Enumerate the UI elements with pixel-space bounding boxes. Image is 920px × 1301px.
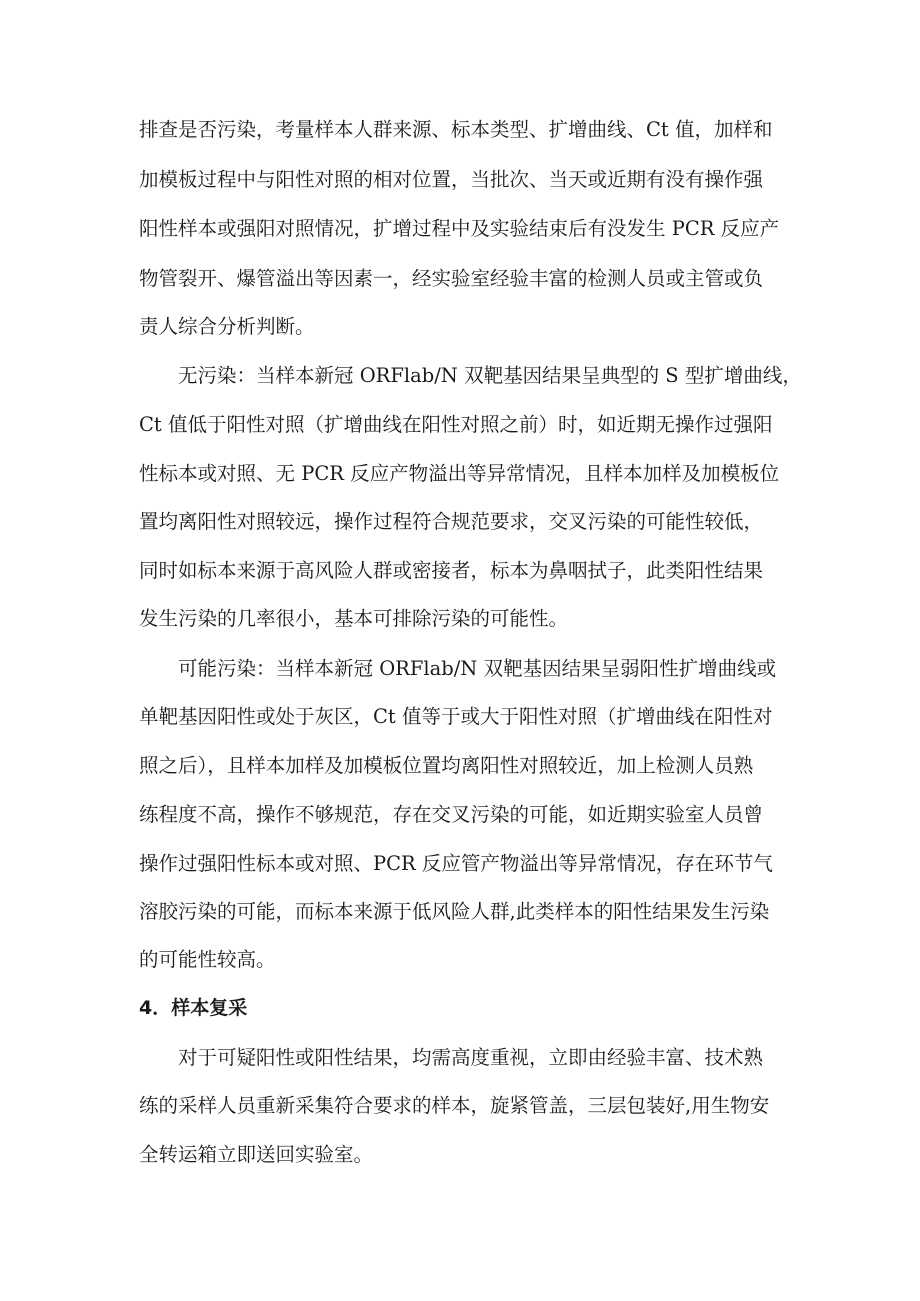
section-4-heading: 4．样本复采 [139, 997, 248, 1019]
paragraph-3-line: 练程度不高，操作不够规范，存在交叉污染的可能，如近期实验室人员曾 [139, 803, 764, 826]
paragraph-2-line: 无污染：当样本新冠 ORFlab/N 双靶基因结果呈典型的 S 型扩增曲线， [178, 364, 802, 387]
paragraph-4-line: 全转运箱立即送回实验室。 [139, 1143, 374, 1166]
paragraph-1-line: 排查是否污染，考量样本人群来源、标本类型、扩增曲线、Ct 值，加样和 [139, 118, 773, 141]
paragraph-4-line: 练的采样人员重新采集符合要求的样本，旋紧管盖，三层包装好,用生物安 [139, 1094, 770, 1117]
paragraph-1-line: 加模板过程中与阳性对照的相对位置，当批次、当天或近期有没有操作强 [139, 168, 764, 191]
paragraph-3-line: 操作过强阳性标本或对照、PCR 反应管产物溢出等异常情况，存在环节气 [139, 852, 773, 875]
paragraph-1-line: 阳性样本或强阳对照情况，扩增过程中及实验结束后有没发生 PCR 反应产 [139, 217, 780, 240]
paragraph-2-line: 同时如标本来源于高风险人群或密接者，标本为鼻咽拭子，此类阳性结果 [139, 559, 764, 582]
paragraph-2-line: 发生污染的几率很小，基本可排除污染的可能性。 [139, 607, 569, 630]
paragraph-3-line: 单靶基因阳性或处于灰区，Ct 值等于或大于阳性对照（扩增曲线在阳性对 [139, 705, 773, 728]
paragraph-3-line: 照之后），且样本加样及加模板位置均离阳性对照较近，加上检测人员熟 [139, 754, 754, 777]
paragraph-3-line: 的可能性较高。 [139, 948, 276, 971]
paragraph-4-line: 对于可疑阳性或阳性结果，均需高度重视，立即由经验丰富、技术熟 [178, 1046, 764, 1069]
paragraph-2-line: 置均离阳性对照较远，操作过程符合规范要求，交叉污染的可能性较低， [139, 510, 764, 533]
paragraph-1-line: 物管裂开、爆管溢出等因素一，经实验室经验丰富的检测人员或主管或负 [139, 267, 764, 290]
paragraph-3-line: 溶胶污染的可能，而标本来源于低风险人群,此类样本的阳性结果发生污染 [139, 900, 770, 923]
paragraph-2-line: Ct 值低于阳性对照（扩增曲线在阳性对照之前）时，如近期无操作过强阳 [139, 413, 773, 436]
paragraph-3-line: 可能污染：当样本新冠 ORFlab/N 双靶基因结果呈弱阳性扩增曲线或 [178, 657, 777, 680]
paragraph-2-line: 性标本或对照、无 PCR 反应产物溢出等异常情况，且样本加样及加模板位 [139, 462, 780, 485]
paragraph-1-line: 责人综合分析判断。 [139, 315, 315, 338]
